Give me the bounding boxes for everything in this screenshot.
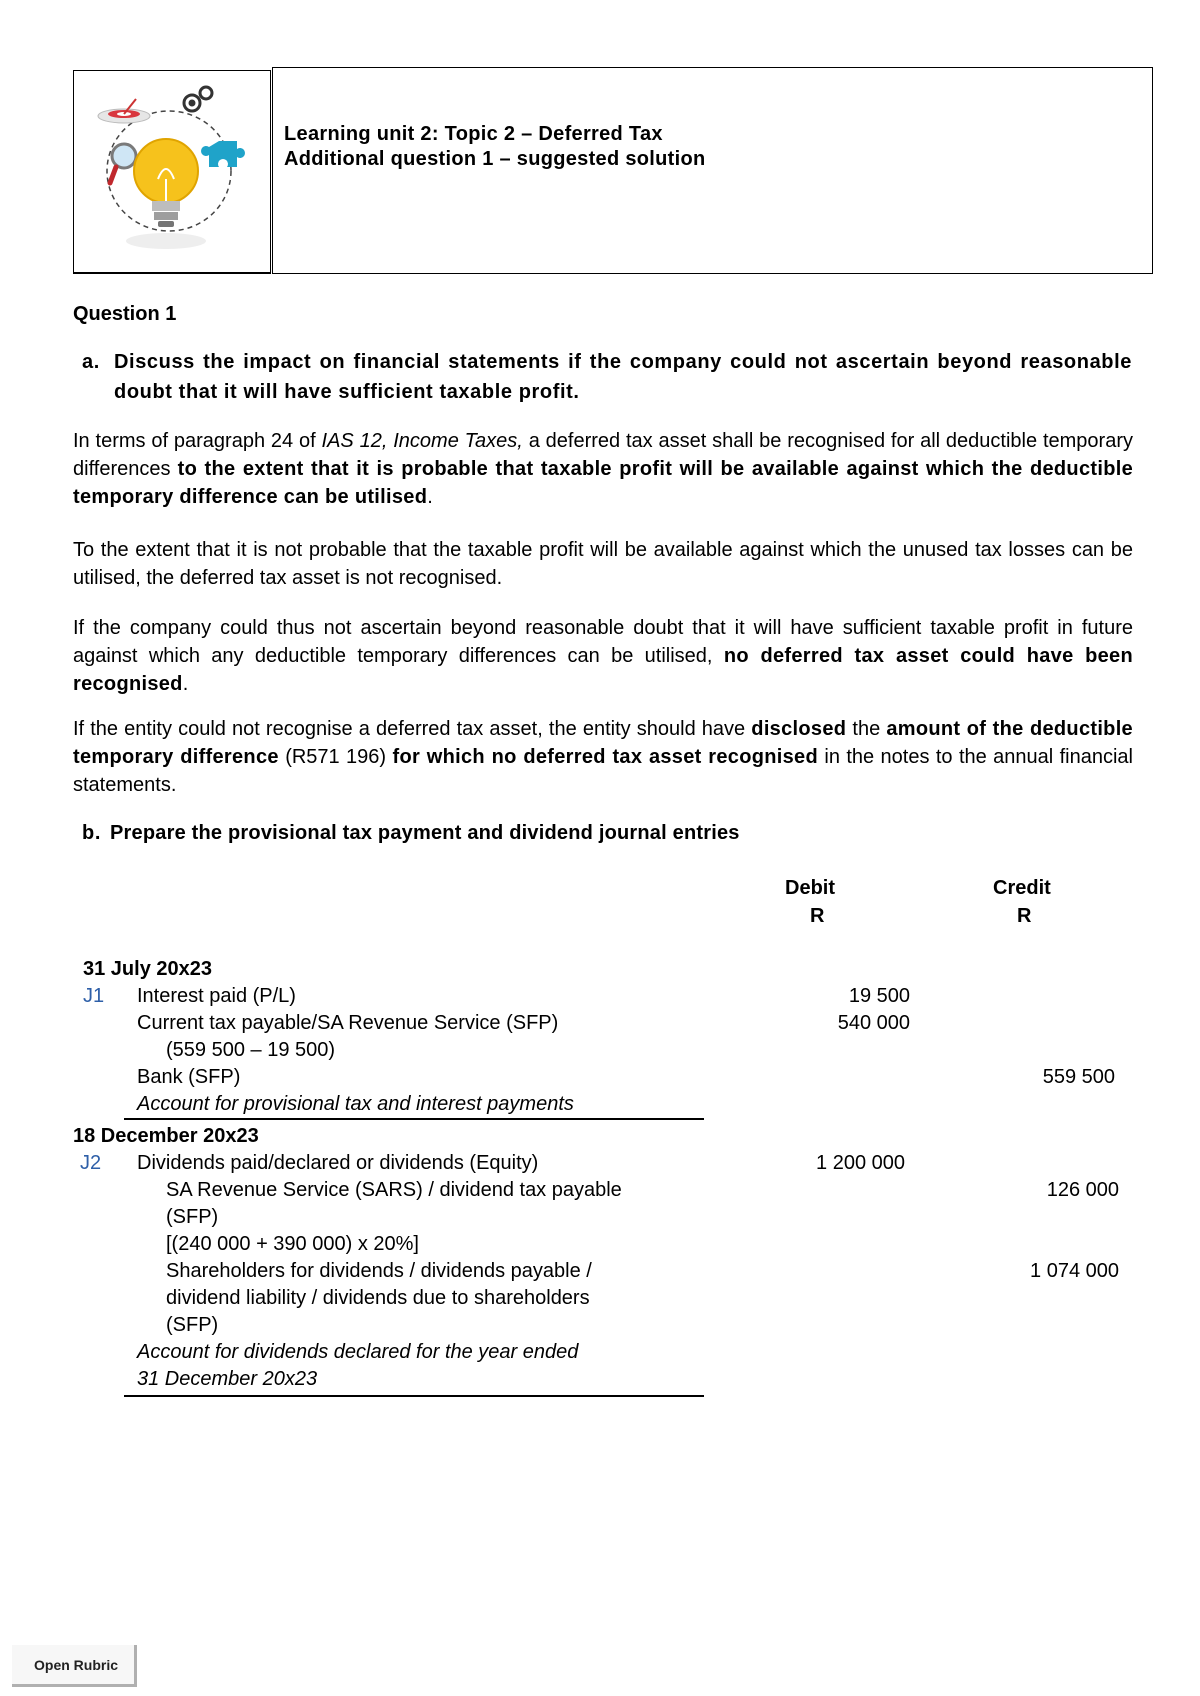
paragraph-4 [73, 715, 1133, 799]
j2-line-dividends: Dividends paid/declared or dividends (Equity) [137, 1152, 539, 1174]
part-a-question [82, 347, 1132, 407]
j2-line-sars-1: SA Revenue Service (SARS) / dividend tax payable [166, 1179, 622, 1201]
lightbulb-illustration-icon [74, 71, 269, 271]
header-logo-box [73, 70, 271, 274]
paragraph-4-amount: (R571 196) [278, 746, 393, 768]
part-b-text: Prepare the provisional tax payment and dividend journal entries [110, 822, 740, 844]
paragraph-4-emphasis-1: disclosed [751, 718, 847, 740]
j1-line-interest: Interest paid (P/L) [137, 985, 296, 1007]
puzzle-piece-icon [201, 141, 245, 167]
paragraph-3 [73, 614, 1133, 698]
j1-narration: Account for provisional tax and interest payments [137, 1093, 574, 1115]
j1-underline [124, 1118, 704, 1120]
gears-icon [184, 87, 212, 111]
j2-dividends-debit: 1 200 000 [816, 1152, 905, 1174]
paragraph-3-emphasis: no deferred tax asset could have been recognised [73, 645, 1133, 695]
lightbulb-icon [126, 139, 206, 249]
j2-label: J2 [80, 1152, 102, 1174]
part-b-label: b. [82, 822, 101, 844]
j2-shareholders-credit: 1 074 000 [1030, 1260, 1119, 1282]
j2-line-shareholders-1: Shareholders for dividends / dividends payable / [166, 1260, 592, 1282]
j1-interest-debit: 19 500 [848, 985, 910, 1007]
header-title-box [272, 67, 1153, 274]
part-a-label: a. [82, 351, 100, 373]
j1-label: J1 [83, 985, 105, 1007]
j2-date: 18 December 20x23 [73, 1125, 259, 1147]
open-rubric-label: Open Rubric [34, 1657, 119, 1673]
document-subtitle: Additional question 1 – suggested solution [284, 148, 706, 170]
debit-column-header: Debit [785, 877, 835, 899]
paragraph-1-emphasis: to the extent that it is probable that taxable profit will be available against which the deductible temporary difference can be utilised [73, 458, 1133, 508]
question-heading: Question 1 [73, 303, 177, 325]
paragraph-1-text-2: a deferred tax asset shall be recognised for all deductible temporary differences [73, 430, 1133, 480]
credit-column-header: Credit [993, 877, 1051, 899]
open-rubric-tag[interactable] [12, 1645, 137, 1687]
j2-line-shareholders-2: dividend liability / dividends due to shareholders [166, 1287, 590, 1309]
paragraph-4-end: in the notes to the annual financial statements. [73, 746, 1133, 796]
j2-line-shareholders-3: (SFP) [166, 1314, 219, 1336]
paragraph-3-text: If the company could thus not ascertain beyond reasonable doubt that it will have sufficient taxable profit in future against which any deductible temporary differences can be utilised, [73, 617, 1133, 667]
paragraph-1-end: . [427, 486, 433, 508]
j1-line-bank: Bank (SFP) [137, 1066, 241, 1088]
j1-current-tax-debit: 540 000 [837, 1012, 910, 1034]
document-title: Learning unit 2: Topic 2 – Deferred Tax [284, 123, 663, 145]
paragraph-3-end: . [182, 673, 189, 695]
j1-bank-credit: 559 500 [1042, 1066, 1115, 1088]
paragraph-1 [73, 427, 1133, 511]
paragraph-4-text: If the entity could not recognise a deferred tax asset, the entity should have [73, 718, 752, 740]
j1-calculation: (559 500 – 19 500) [166, 1039, 336, 1061]
j2-narration-1: Account for dividends declared for the year ended [137, 1341, 579, 1363]
paragraph-4-emphasis-3: for which no deferred tax asset recognised [392, 746, 818, 768]
standard-name: IAS 12, Income Taxes, [321, 430, 523, 452]
j1-date: 31 July 20x23 [83, 958, 212, 980]
paragraph-1-text: In terms of paragraph 24 of [73, 430, 322, 452]
part-b-question [82, 818, 1132, 848]
j2-narration-2: 31 December 20x23 [137, 1368, 318, 1390]
paragraph-2: To the extent that it is not probable that the taxable profit will be available against which the unused tax losses can be utilised, the deferred tax asset is not recognised. [73, 539, 1133, 589]
target-icon [98, 99, 150, 123]
paragraph-4-emphasis-2: amount of the deductible temporary difference [73, 718, 1133, 768]
part-a-text: Discuss the impact on financial statements if the company could not ascertain beyond reasonable doubt that it will have sufficient taxable profit. [114, 351, 1132, 403]
j2-underline [124, 1395, 704, 1397]
j2-sars-credit: 126 000 [1046, 1179, 1119, 1201]
j2-line-sars-2: (SFP) [166, 1206, 219, 1228]
credit-currency: R [1017, 905, 1032, 927]
debit-currency: R [810, 905, 825, 927]
magnifier-icon [110, 144, 136, 183]
paragraph-4-text-2: the [846, 718, 887, 740]
j2-calculation: [(240 000 + 390 000) x 20%] [166, 1233, 419, 1255]
j1-line-current-tax: Current tax payable/SA Revenue Service (SFP) [137, 1012, 559, 1034]
